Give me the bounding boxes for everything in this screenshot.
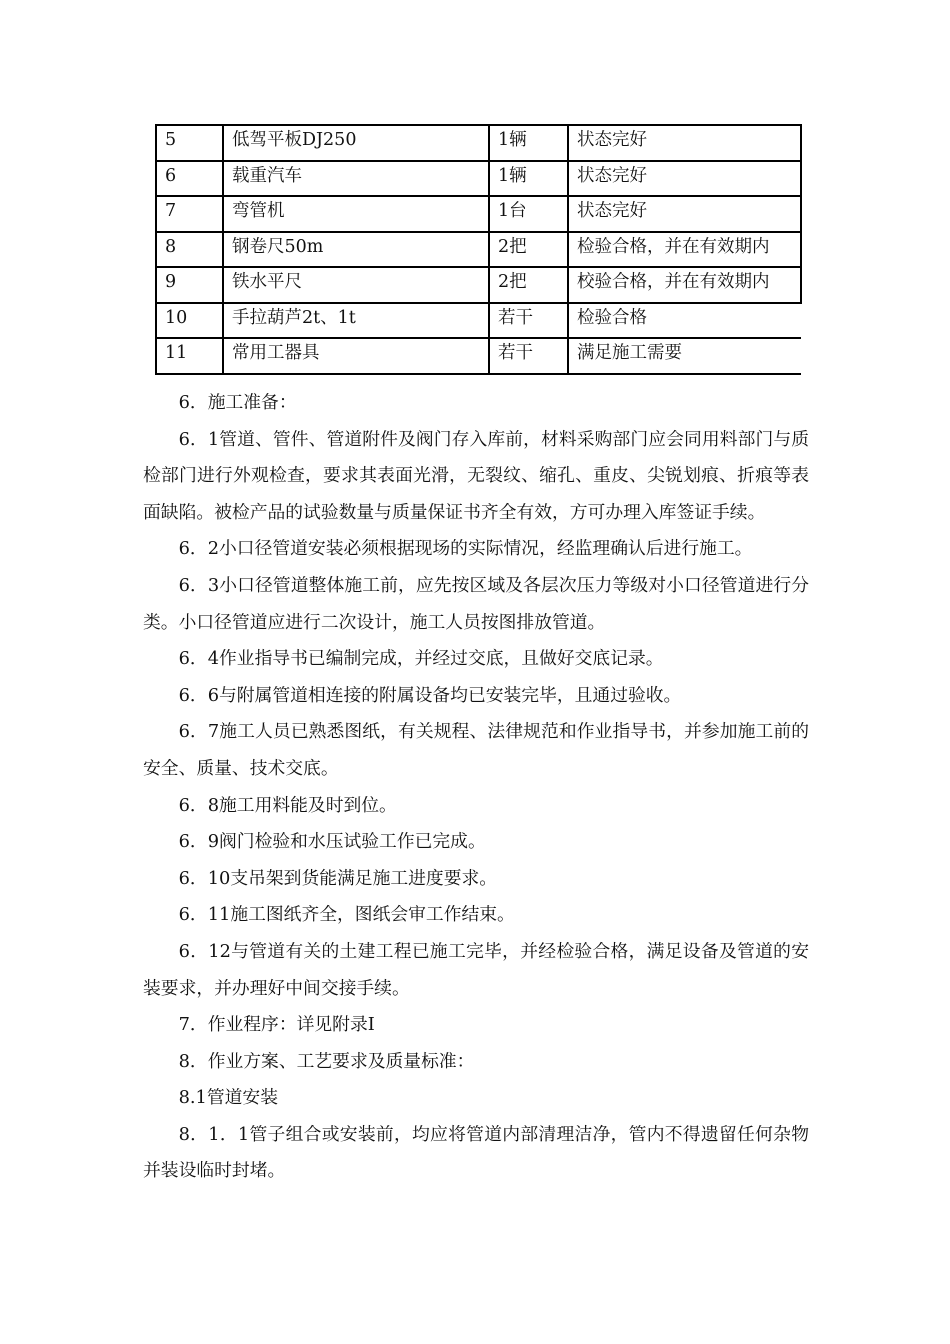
paragraph: 8．1．1管子组合或安装前，均应将管道内部清理洁净，管内不得遗留任何杂物并装设临时封堵。: [143, 1123, 809, 1182]
equipment-name: 载重汽车: [223, 161, 489, 197]
row-number: 10: [156, 303, 223, 339]
equipment-status: 状态完好: [568, 161, 801, 197]
table-row: [156, 125, 801, 161]
table-row: [156, 161, 801, 197]
paragraph: 6．4作业指导书已编制完成，并经过交底，且做好交底记录。: [178, 648, 664, 670]
section-heading: 8．作业方案、工艺要求及质量标准：: [178, 1050, 475, 1072]
equipment-name: 低驾平板DJ250: [223, 125, 489, 161]
row-number: 11: [156, 338, 223, 374]
row-number: 6: [156, 161, 223, 197]
equipment-quantity: 若干: [489, 338, 568, 374]
table-row: [156, 303, 801, 339]
equipment-status: 状态完好: [568, 196, 801, 232]
equipment-quantity: 若干: [489, 303, 568, 339]
equipment-name: 钢卷尺50m: [223, 232, 489, 268]
equipment-name: 弯管机: [223, 196, 489, 232]
section-heading: 6．施工准备：: [178, 392, 297, 413]
section-heading: 7．作业程序：详见附录Ⅰ: [178, 1014, 375, 1036]
paragraph: 6．1管道、管件、管道附件及阀门存入库前，材料采购部门应会同用料部门与质检部门进行外观检查，要求其表面光滑，无裂纹、缩孔、重皮、尖锐划痕、折痕等表面缺陷。被检产品的试验数量与质量保证书齐全有效，方可办理入库签证手续。: [143, 428, 809, 523]
body-text: [143, 385, 809, 1190]
equipment-quantity: 1辆: [489, 161, 568, 197]
paragraph: 6．6与附属管道相连接的附属设备均已安装完毕，且通过验收。: [178, 684, 682, 706]
equipment-status: 满足施工需要: [568, 338, 801, 374]
equipment-table: [155, 124, 802, 375]
row-number: 8: [156, 232, 223, 268]
paragraph: 6．7施工人员已熟悉图纸，有关规程、法律规范和作业指导书，并参加施工前的安全、质量、技术交底。: [143, 721, 809, 779]
row-number: 7: [156, 196, 223, 232]
equipment-status: 校验合格，并在有效期内: [568, 267, 801, 303]
paragraph: 6．12与管道有关的土建工程已施工完毕，并经检验合格，满足设备及管道的安装要求，并办理好中间交接手续。: [143, 940, 809, 999]
table-row: [156, 232, 801, 268]
equipment-status: 检验合格，并在有效期内: [568, 232, 801, 268]
subsection-heading: 8.1管道安装: [178, 1087, 278, 1109]
equipment-name: 铁水平尺: [223, 267, 489, 303]
paragraph: 6．2小口径管道安装必须根据现场的实际情况，经监理确认后进行施工。: [178, 538, 753, 560]
equipment-quantity: 1台: [489, 196, 568, 232]
table-row: [156, 196, 801, 232]
equipment-quantity: 2把: [489, 267, 568, 303]
row-number: 9: [156, 267, 223, 303]
equipment-status: 状态完好: [568, 125, 801, 161]
row-number: 5: [156, 125, 223, 161]
equipment-quantity: 2把: [489, 232, 568, 268]
paragraph: 6．10支吊架到货能满足施工进度要求。: [178, 867, 498, 889]
equipment-name: 常用工器具: [223, 338, 489, 374]
table-row: [156, 338, 801, 374]
equipment-status: 检验合格: [568, 303, 801, 339]
equipment-name: 手拉葫芦2t、1t: [223, 303, 489, 339]
paragraph: 6．9阀门检验和水压试验工作已完成。: [178, 831, 486, 853]
paragraph: 6．8施工用料能及时到位。: [178, 794, 397, 816]
paragraph: 6．11施工图纸齐全，图纸会审工作结束。: [178, 904, 515, 926]
paragraph: 6．3小口径管道整体施工前，应先按区域及各层次压力等级对小口径管道进行分类。小口径管道应进行二次设计，施工人员按图排放管道。: [143, 574, 809, 633]
equipment-quantity: 1辆: [489, 125, 568, 161]
table-row: [156, 267, 801, 303]
